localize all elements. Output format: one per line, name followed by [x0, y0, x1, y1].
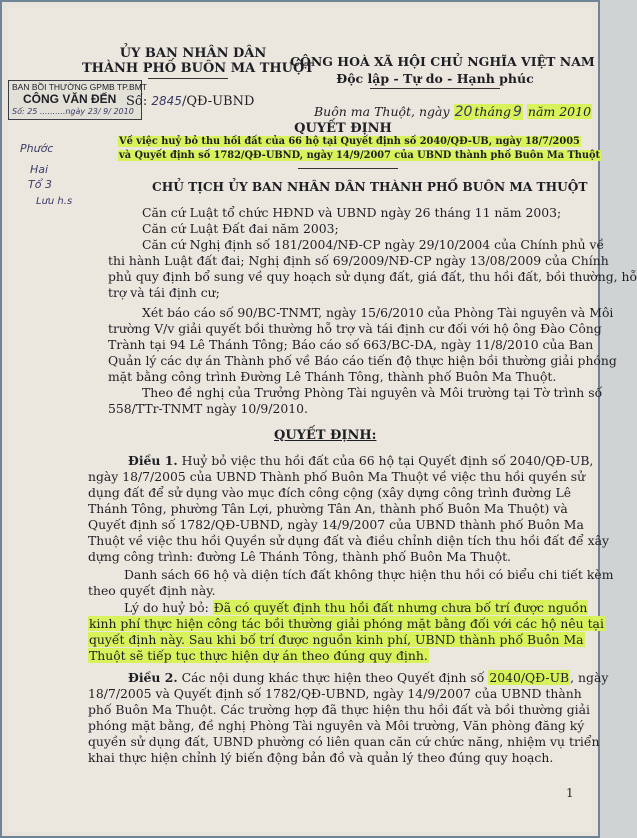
- number-prefix: Số:: [126, 94, 148, 109]
- stamp-office: BAN BỒI THƯỜNG GPMB TP.BMT: [12, 82, 147, 92]
- decision-heading: QUYẾT ĐỊNH:: [274, 428, 377, 443]
- national-motto: Độc lập - Tự do - Hạnh phúc: [336, 71, 534, 86]
- document-page: [8, 8, 637, 832]
- article2-label: Điều 2.: [128, 670, 178, 685]
- date-year: năm 2010: [527, 104, 592, 119]
- article2-line: khai thực hiện chỉnh lý biến động bản đồ và quản lý theo đúng quy hoạch.: [88, 750, 554, 765]
- stamp-received-line: Số: 25 ..........ngày 23/ 9/ 2010: [12, 107, 134, 116]
- preamble-line: trợ và tái định cư;: [108, 285, 220, 300]
- margin-note-3: Tổ 3: [28, 178, 52, 191]
- preamble-line: mặt bằng công trình Đường Lê Thánh Tông, thành phố Buôn Ma Thuột.: [108, 369, 557, 384]
- reason-line: quyết định này. Sau khi bố trí được nguồn kinh phí, UBND thành phố Buôn Ma: [89, 632, 584, 647]
- article2-line: phóng mặt bằng, đề nghị Phòng Tài nguyên và Môi trường, Văn phòng đăng ký: [88, 718, 585, 733]
- stamp-title: CÔNG VĂN ĐẾN: [23, 92, 117, 106]
- date-month: 9: [512, 104, 522, 120]
- article1-line: ngày 18/7/2005 của UBND Thành phố Buôn Ma Thuột về việc thu hồi quyền sử: [88, 469, 586, 484]
- preamble-line: Căn cứ Luật tổ chức HĐND và UBND ngày 26 tháng 11 năm 2003;: [142, 205, 562, 220]
- issuer-line1: ỦY BAN NHÂN DÂN: [119, 46, 267, 61]
- subject-line-1: Về việc huỷ bỏ thu hồi đất của 66 hộ tại Quyết định số 2040/QĐ-UB, ngày 18/7/2005: [119, 136, 580, 147]
- subject-line-2: và Quyết định số 1782/QĐ-UBND, ngày 14/9/2007 của UBND thành phố Buôn Ma Thuột: [119, 150, 601, 161]
- preamble-line: phủ quy định bổ sung về quy hoạch sử dụng đất, giá đất, thu hồi đất, bồi thường, hỗ: [108, 269, 637, 284]
- margin-note-2: Hai: [30, 163, 49, 176]
- article2-line: phố Buôn Ma Thuột. Các trường hợp đã thực hiện thu hồi đất và bồi thường giải: [88, 702, 590, 717]
- preamble-line: Xét báo cáo số 90/BC-TNMT, ngày 15/6/2010 của Phòng Tài nguyên và Môi: [142, 305, 614, 320]
- reason-line: Lý do huỷ bỏ: Đã có quyết định thu hồi đất nhưng chưa bố trí được nguồn: [124, 600, 588, 615]
- article1-label: Điều 1.: [128, 453, 178, 468]
- subject-underline: [298, 168, 398, 169]
- document-number: [126, 94, 254, 109]
- issuer-line2: THÀNH PHỐ BUÔN MA THUỘT: [82, 61, 314, 76]
- preamble-line: Quản lý các dự án Thành phố về Báo cáo tiến độ thực hiện bồi thường giải phóng: [108, 353, 617, 368]
- article1-line: Thuột về việc thu hồi Quyền sử dụng đất và điều chỉnh diện tích thu hồi đất để xây: [88, 533, 609, 548]
- article1-line: dụng đất để sử dụng vào mục đích công cộng (xây dựng công trình đường Lê: [88, 485, 572, 500]
- motto-underline: [370, 88, 500, 89]
- preamble-line: thi hành Luật đất đai; Nghị định số 69/2009/NĐ-CP ngày 13/08/2009 của Chính: [108, 253, 609, 268]
- decision-title: QUYẾT ĐỊNH: [294, 121, 392, 136]
- number-suffix: /QĐ-UBND: [181, 94, 255, 109]
- preamble-line: Theo đề nghị của Trưởng Phòng Tài nguyên và Môi trường tại Tờ trình số: [142, 385, 603, 400]
- article2-line: Điều 2. Các nội dung khác thực hiện theo Quyết định số 2040/QĐ-UB, ngày: [128, 670, 609, 685]
- preamble-line: trường V/v giải quyết bồi thường hỗ trợ và tái định cư đối với hộ ông Đào Công: [108, 321, 602, 336]
- article2-line: 18/7/2005 và Quyết định số 1782/QĐ-UBND, ngày 14/9/2007 của UBND thành: [88, 686, 582, 701]
- document-date: [314, 104, 592, 120]
- article1-line: Điều 1. Huỷ bỏ việc thu hồi đất của 66 hộ tại Quyết định số 2040/QĐ-UB,: [128, 453, 594, 468]
- issuer-underline: [148, 78, 228, 79]
- article1-line: theo quyết định này.: [88, 583, 216, 598]
- article1-line: Quyết định số 1782/QĐ-UBND, ngày 14/9/2007 của UBND thành phố Buôn Ma: [88, 517, 584, 532]
- issuing-authority: CHỦ TỊCH ỦY BAN NHÂN DÂN THÀNH PHỐ BUÔN MA THUỘT: [152, 180, 588, 194]
- margin-note-1: Phước: [20, 142, 54, 155]
- page-number: 1: [566, 786, 574, 800]
- number-handwritten: 2845: [151, 94, 182, 108]
- article1-line: Thánh Tông, phường Tân Lợi, phường Tân An, thành phố Buôn Ma Thuột) và: [88, 501, 568, 516]
- article1-line: Danh sách 66 hộ và diện tích đất không thực hiện thu hồi có biểu chi tiết kèm: [124, 567, 614, 582]
- national-title: CỘNG HOÀ XÃ HỘI CHỦ NGHĨA VIỆT NAM: [290, 54, 595, 69]
- date-place: Buôn ma Thuột, ngày: [314, 104, 450, 119]
- margin-note-4: Lưu h.s: [36, 196, 73, 207]
- incoming-document-stamp: [8, 80, 147, 120]
- reason-line: Thuột sẽ tiếp tục thực hiện dự án theo đúng quy định.: [89, 648, 428, 663]
- article2-line: quyền sử dụng đất, UBND phường có liên quan căn cứ chức năng, nhiệm vụ triển: [88, 734, 600, 749]
- preamble-line: Căn cứ Nghị định số 181/2004/NĐ-CP ngày 29/10/2004 của Chính phủ về: [142, 237, 605, 252]
- date-day: 20: [454, 104, 473, 120]
- preamble-line: 558/TTr-TNMT ngày 10/9/2010.: [108, 401, 308, 416]
- preamble-line: Trành tại 94 Lê Thánh Tông; Báo cáo số 663/BC-DA, ngày 11/8/2010 của Ban: [108, 337, 594, 352]
- reason-line: kinh phí thực hiện công tác bồi thường giải phóng mặt bằng đối với các hộ nêu tại: [89, 616, 604, 631]
- reason-label: Lý do huỷ bỏ:: [124, 600, 209, 615]
- article1-line: dựng công trình: đường Lê Thánh Tông, thành phố Buôn Ma Thuột.: [88, 549, 511, 564]
- date-month-word: tháng: [474, 104, 511, 119]
- preamble-line: Căn cứ Luật Đất đai năm 2003;: [142, 221, 339, 236]
